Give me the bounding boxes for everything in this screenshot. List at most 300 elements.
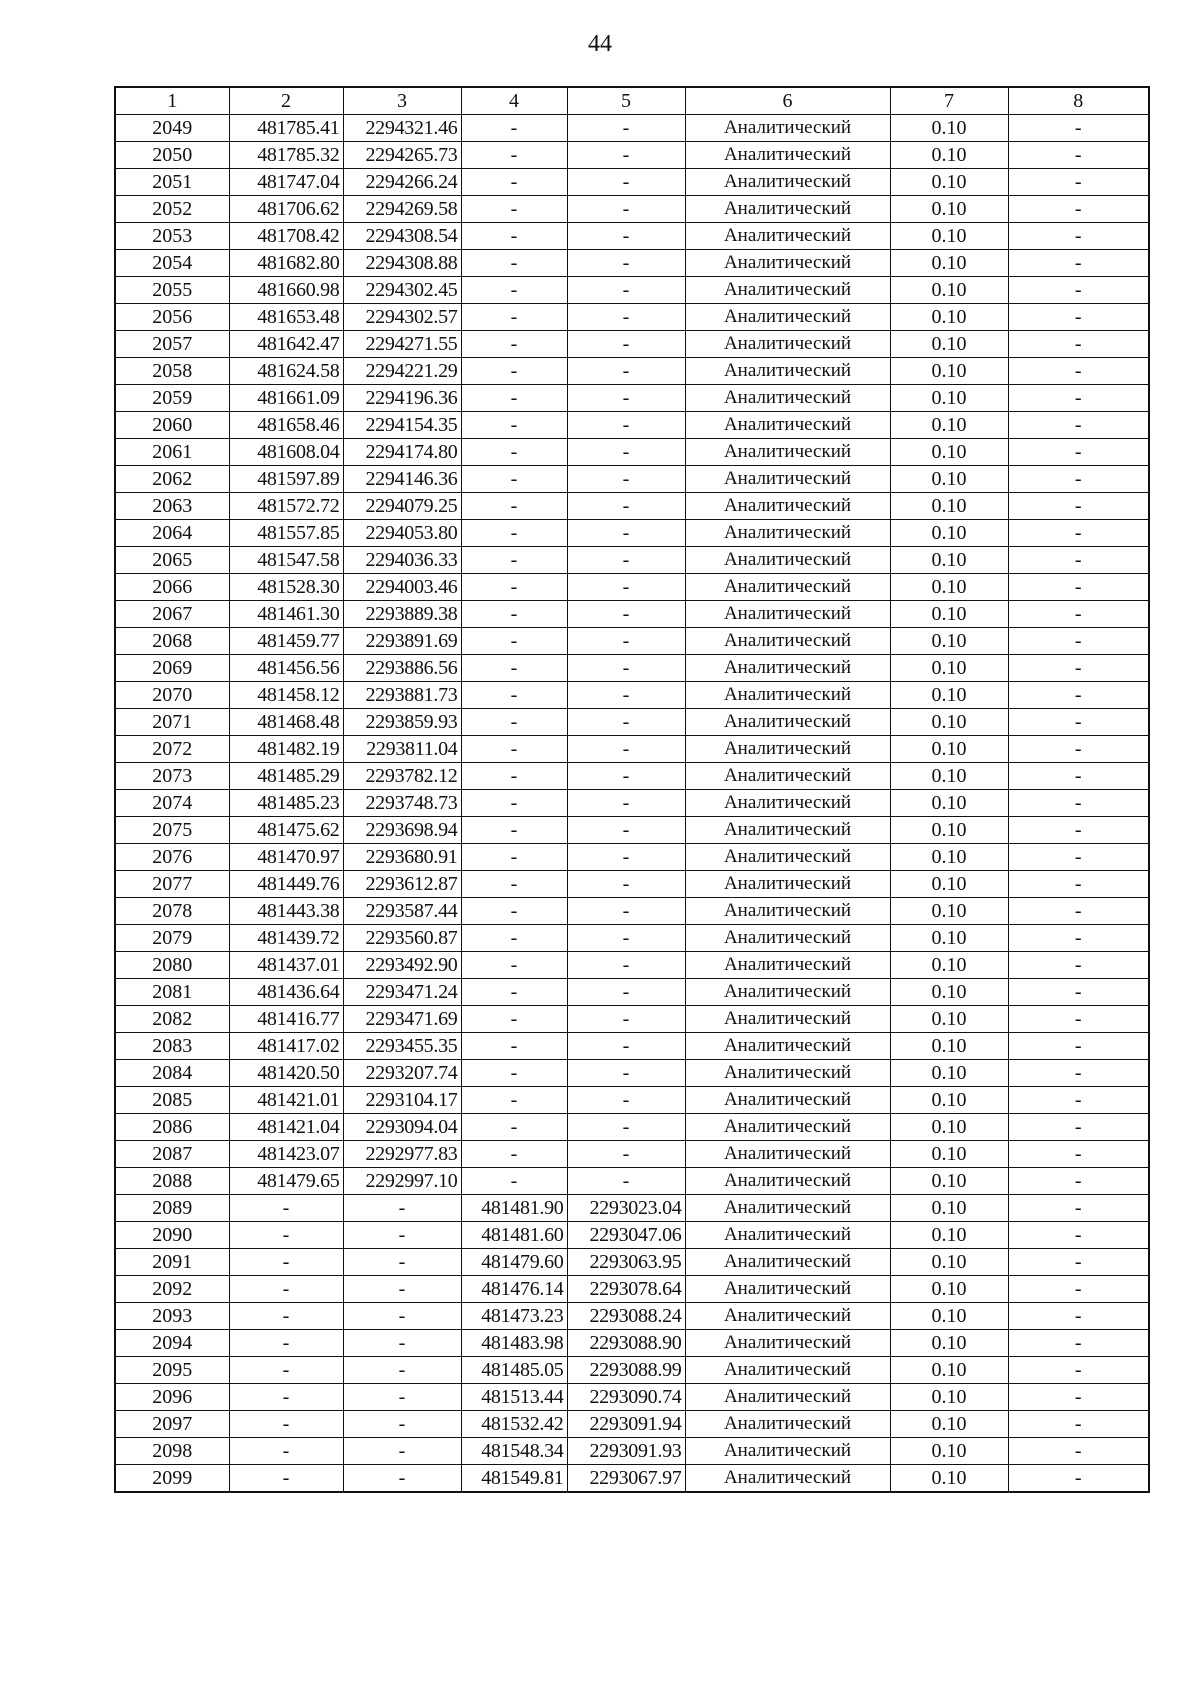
- cell-y-coordinate-alt: -: [567, 223, 685, 250]
- table-row: [115, 1168, 1149, 1195]
- cell-accuracy: 0.10: [890, 493, 1008, 520]
- cell-x-coordinate-alt: -: [461, 736, 567, 763]
- cell-x-coordinate-alt: -: [461, 493, 567, 520]
- table-row: [115, 331, 1149, 358]
- cell-accuracy: 0.10: [890, 1222, 1008, 1249]
- cell-accuracy: 0.10: [890, 520, 1008, 547]
- table-row: [115, 709, 1149, 736]
- cell-y-coordinate: -: [343, 1384, 461, 1411]
- cell-note: -: [1008, 358, 1149, 385]
- cell-point-number: 2089: [115, 1195, 229, 1222]
- cell-y-coordinate: 2294271.55: [343, 331, 461, 358]
- cell-note: -: [1008, 952, 1149, 979]
- table-row: [115, 466, 1149, 493]
- cell-y-coordinate: -: [343, 1222, 461, 1249]
- cell-determination-method: Аналитический: [685, 1114, 890, 1141]
- cell-determination-method: Аналитический: [685, 979, 890, 1006]
- cell-point-number: 2055: [115, 277, 229, 304]
- cell-x-coordinate: 481653.48: [229, 304, 343, 331]
- cell-x-coordinate-alt: -: [461, 385, 567, 412]
- cell-accuracy: 0.10: [890, 655, 1008, 682]
- cell-y-coordinate-alt: -: [567, 250, 685, 277]
- cell-note: -: [1008, 142, 1149, 169]
- cell-note: -: [1008, 925, 1149, 952]
- cell-y-coordinate-alt: -: [567, 601, 685, 628]
- cell-determination-method: Аналитический: [685, 1276, 890, 1303]
- cell-y-coordinate: 2294053.80: [343, 520, 461, 547]
- cell-accuracy: 0.10: [890, 385, 1008, 412]
- cell-x-coordinate: -: [229, 1195, 343, 1222]
- cell-accuracy: 0.10: [890, 1060, 1008, 1087]
- cell-x-coordinate: 481661.09: [229, 385, 343, 412]
- cell-determination-method: Аналитический: [685, 142, 890, 169]
- cell-accuracy: 0.10: [890, 547, 1008, 574]
- table-row: [115, 1330, 1149, 1357]
- cell-x-coordinate-alt: -: [461, 628, 567, 655]
- cell-y-coordinate-alt: 2293091.93: [567, 1438, 685, 1465]
- cell-y-coordinate-alt: -: [567, 115, 685, 142]
- cell-y-coordinate-alt: -: [567, 169, 685, 196]
- table-row: [115, 682, 1149, 709]
- cell-y-coordinate-alt: -: [567, 466, 685, 493]
- cell-y-coordinate-alt: -: [567, 898, 685, 925]
- cell-x-coordinate: 481642.47: [229, 331, 343, 358]
- cell-point-number: 2072: [115, 736, 229, 763]
- table-row: [115, 1249, 1149, 1276]
- cell-x-coordinate: 481420.50: [229, 1060, 343, 1087]
- table-row: [115, 1006, 1149, 1033]
- cell-determination-method: Аналитический: [685, 547, 890, 574]
- cell-accuracy: 0.10: [890, 1384, 1008, 1411]
- cell-x-coordinate-alt: -: [461, 898, 567, 925]
- cell-note: -: [1008, 385, 1149, 412]
- cell-x-coordinate-alt: -: [461, 331, 567, 358]
- cell-note: -: [1008, 1195, 1149, 1222]
- cell-accuracy: 0.10: [890, 439, 1008, 466]
- cell-y-coordinate: 2294174.80: [343, 439, 461, 466]
- table-row: [115, 439, 1149, 466]
- column-header-3: 3: [343, 87, 461, 115]
- cell-point-number: 2062: [115, 466, 229, 493]
- cell-point-number: 2091: [115, 1249, 229, 1276]
- cell-y-coordinate-alt: -: [567, 682, 685, 709]
- cell-x-coordinate: 481423.07: [229, 1141, 343, 1168]
- cell-y-coordinate-alt: -: [567, 1168, 685, 1195]
- cell-x-coordinate-alt: -: [461, 817, 567, 844]
- cell-y-coordinate: -: [343, 1195, 461, 1222]
- cell-x-coordinate: 481416.77: [229, 1006, 343, 1033]
- cell-accuracy: 0.10: [890, 142, 1008, 169]
- cell-accuracy: 0.10: [890, 790, 1008, 817]
- cell-point-number: 2053: [115, 223, 229, 250]
- cell-y-coordinate-alt: -: [567, 925, 685, 952]
- cell-x-coordinate-alt: -: [461, 871, 567, 898]
- cell-point-number: 2077: [115, 871, 229, 898]
- cell-x-coordinate: -: [229, 1357, 343, 1384]
- cell-x-coordinate: -: [229, 1384, 343, 1411]
- cell-note: -: [1008, 1168, 1149, 1195]
- table-row: [115, 1060, 1149, 1087]
- cell-accuracy: 0.10: [890, 1303, 1008, 1330]
- cell-point-number: 2084: [115, 1060, 229, 1087]
- cell-x-coordinate: 481706.62: [229, 196, 343, 223]
- cell-x-coordinate-alt: -: [461, 196, 567, 223]
- cell-y-coordinate-alt: 2293067.97: [567, 1465, 685, 1493]
- coordinates-table: [114, 86, 1150, 1493]
- cell-note: -: [1008, 1006, 1149, 1033]
- table-row: [115, 142, 1149, 169]
- cell-x-coordinate-alt: -: [461, 1033, 567, 1060]
- cell-y-coordinate-alt: -: [567, 979, 685, 1006]
- cell-accuracy: 0.10: [890, 817, 1008, 844]
- cell-x-coordinate: -: [229, 1249, 343, 1276]
- cell-determination-method: Аналитический: [685, 601, 890, 628]
- cell-y-coordinate: 2293889.38: [343, 601, 461, 628]
- cell-point-number: 2087: [115, 1141, 229, 1168]
- cell-x-coordinate: 481461.30: [229, 601, 343, 628]
- cell-note: -: [1008, 709, 1149, 736]
- cell-y-coordinate: -: [343, 1249, 461, 1276]
- cell-y-coordinate: 2294269.58: [343, 196, 461, 223]
- table-row: [115, 1195, 1149, 1222]
- cell-determination-method: Аналитический: [685, 466, 890, 493]
- cell-y-coordinate: 2293859.93: [343, 709, 461, 736]
- cell-point-number: 2061: [115, 439, 229, 466]
- cell-x-coordinate: -: [229, 1411, 343, 1438]
- cell-determination-method: Аналитический: [685, 304, 890, 331]
- cell-point-number: 2054: [115, 250, 229, 277]
- cell-x-coordinate-alt: -: [461, 412, 567, 439]
- cell-accuracy: 0.10: [890, 358, 1008, 385]
- cell-point-number: 2075: [115, 817, 229, 844]
- table-row: [115, 1438, 1149, 1465]
- cell-accuracy: 0.10: [890, 601, 1008, 628]
- cell-note: -: [1008, 979, 1149, 1006]
- cell-y-coordinate-alt: -: [567, 1141, 685, 1168]
- cell-y-coordinate-alt: 2293063.95: [567, 1249, 685, 1276]
- cell-y-coordinate-alt: -: [567, 277, 685, 304]
- cell-x-coordinate: 481658.46: [229, 412, 343, 439]
- cell-y-coordinate: 2293881.73: [343, 682, 461, 709]
- cell-point-number: 2082: [115, 1006, 229, 1033]
- cell-point-number: 2086: [115, 1114, 229, 1141]
- table-row: [115, 1141, 1149, 1168]
- cell-y-coordinate: 2293471.24: [343, 979, 461, 1006]
- cell-point-number: 2057: [115, 331, 229, 358]
- cell-x-coordinate-alt: -: [461, 115, 567, 142]
- cell-note: -: [1008, 1438, 1149, 1465]
- cell-y-coordinate: -: [343, 1330, 461, 1357]
- table-row: [115, 790, 1149, 817]
- cell-accuracy: 0.10: [890, 169, 1008, 196]
- cell-determination-method: Аналитический: [685, 655, 890, 682]
- cell-accuracy: 0.10: [890, 898, 1008, 925]
- table-row: [115, 844, 1149, 871]
- cell-note: -: [1008, 871, 1149, 898]
- cell-x-coordinate-alt: -: [461, 250, 567, 277]
- cell-x-coordinate-alt: 481476.14: [461, 1276, 567, 1303]
- cell-x-coordinate: 481624.58: [229, 358, 343, 385]
- table-row: [115, 763, 1149, 790]
- table-row: [115, 196, 1149, 223]
- cell-x-coordinate-alt: 481549.81: [461, 1465, 567, 1493]
- cell-x-coordinate-alt: 481481.60: [461, 1222, 567, 1249]
- cell-y-coordinate-alt: -: [567, 520, 685, 547]
- cell-y-coordinate: 2293094.04: [343, 1114, 461, 1141]
- cell-determination-method: Аналитический: [685, 628, 890, 655]
- cell-note: -: [1008, 412, 1149, 439]
- cell-y-coordinate-alt: 2293088.99: [567, 1357, 685, 1384]
- cell-determination-method: Аналитический: [685, 871, 890, 898]
- cell-x-coordinate: 481482.19: [229, 736, 343, 763]
- cell-y-coordinate-alt: 2293047.06: [567, 1222, 685, 1249]
- table-row: [115, 817, 1149, 844]
- cell-note: -: [1008, 1384, 1149, 1411]
- cell-y-coordinate-alt: -: [567, 736, 685, 763]
- cell-y-coordinate: 2292997.10: [343, 1168, 461, 1195]
- table-row: [115, 952, 1149, 979]
- cell-determination-method: Аналитический: [685, 115, 890, 142]
- cell-note: -: [1008, 1114, 1149, 1141]
- cell-x-coordinate: 481708.42: [229, 223, 343, 250]
- cell-note: -: [1008, 1330, 1149, 1357]
- cell-point-number: 2067: [115, 601, 229, 628]
- cell-x-coordinate: 481468.48: [229, 709, 343, 736]
- cell-point-number: 2088: [115, 1168, 229, 1195]
- table-row: [115, 1033, 1149, 1060]
- cell-note: -: [1008, 655, 1149, 682]
- cell-note: -: [1008, 1033, 1149, 1060]
- cell-determination-method: Аналитический: [685, 844, 890, 871]
- cell-x-coordinate: 481557.85: [229, 520, 343, 547]
- cell-point-number: 2092: [115, 1276, 229, 1303]
- cell-y-coordinate: 2293104.17: [343, 1087, 461, 1114]
- cell-note: -: [1008, 1411, 1149, 1438]
- column-header-8: 8: [1008, 87, 1149, 115]
- cell-accuracy: 0.10: [890, 1114, 1008, 1141]
- cell-accuracy: 0.10: [890, 979, 1008, 1006]
- cell-x-coordinate-alt: -: [461, 1087, 567, 1114]
- table-row: [115, 547, 1149, 574]
- cell-determination-method: Аналитический: [685, 169, 890, 196]
- table-row: [115, 520, 1149, 547]
- cell-determination-method: Аналитический: [685, 196, 890, 223]
- cell-point-number: 2097: [115, 1411, 229, 1438]
- cell-y-coordinate: -: [343, 1303, 461, 1330]
- table-row: [115, 1465, 1149, 1493]
- cell-determination-method: Аналитический: [685, 925, 890, 952]
- cell-x-coordinate-alt: -: [461, 439, 567, 466]
- cell-determination-method: Аналитический: [685, 1006, 890, 1033]
- cell-accuracy: 0.10: [890, 925, 1008, 952]
- coordinates-table-container: [114, 86, 1148, 1493]
- cell-determination-method: Аналитический: [685, 1249, 890, 1276]
- cell-point-number: 2081: [115, 979, 229, 1006]
- cell-accuracy: 0.10: [890, 709, 1008, 736]
- cell-note: -: [1008, 466, 1149, 493]
- cell-y-coordinate: 2293698.94: [343, 817, 461, 844]
- cell-x-coordinate: 481421.04: [229, 1114, 343, 1141]
- cell-determination-method: Аналитический: [685, 763, 890, 790]
- table-row: [115, 898, 1149, 925]
- cell-y-coordinate: 2293587.44: [343, 898, 461, 925]
- cell-x-coordinate-alt: -: [461, 1114, 567, 1141]
- cell-x-coordinate: -: [229, 1330, 343, 1357]
- cell-accuracy: 0.10: [890, 1168, 1008, 1195]
- cell-note: -: [1008, 169, 1149, 196]
- cell-point-number: 2052: [115, 196, 229, 223]
- cell-x-coordinate-alt: -: [461, 925, 567, 952]
- table-row: [115, 574, 1149, 601]
- cell-y-coordinate: 2294302.57: [343, 304, 461, 331]
- cell-y-coordinate-alt: -: [567, 574, 685, 601]
- cell-x-coordinate-alt: -: [461, 1006, 567, 1033]
- cell-x-coordinate: 481421.01: [229, 1087, 343, 1114]
- cell-determination-method: Аналитический: [685, 709, 890, 736]
- cell-accuracy: 0.10: [890, 682, 1008, 709]
- cell-determination-method: Аналитический: [685, 385, 890, 412]
- cell-y-coordinate-alt: -: [567, 871, 685, 898]
- cell-x-coordinate-alt: 481513.44: [461, 1384, 567, 1411]
- table-row: [115, 871, 1149, 898]
- cell-x-coordinate: 481785.41: [229, 115, 343, 142]
- cell-y-coordinate: 2293748.73: [343, 790, 461, 817]
- cell-determination-method: Аналитический: [685, 1195, 890, 1222]
- cell-determination-method: Аналитический: [685, 817, 890, 844]
- cell-determination-method: Аналитический: [685, 331, 890, 358]
- column-header-7: 7: [890, 87, 1008, 115]
- cell-point-number: 2090: [115, 1222, 229, 1249]
- cell-accuracy: 0.10: [890, 466, 1008, 493]
- cell-note: -: [1008, 250, 1149, 277]
- cell-note: -: [1008, 1357, 1149, 1384]
- cell-accuracy: 0.10: [890, 844, 1008, 871]
- cell-point-number: 2050: [115, 142, 229, 169]
- cell-x-coordinate: 481439.72: [229, 925, 343, 952]
- cell-y-coordinate-alt: -: [567, 655, 685, 682]
- cell-x-coordinate-alt: -: [461, 304, 567, 331]
- cell-x-coordinate: 481660.98: [229, 277, 343, 304]
- table-row: [115, 979, 1149, 1006]
- cell-accuracy: 0.10: [890, 412, 1008, 439]
- cell-x-coordinate-alt: -: [461, 655, 567, 682]
- cell-x-coordinate-alt: 481481.90: [461, 1195, 567, 1222]
- cell-x-coordinate-alt: 481485.05: [461, 1357, 567, 1384]
- cell-note: -: [1008, 1303, 1149, 1330]
- cell-y-coordinate-alt: 2293091.94: [567, 1411, 685, 1438]
- cell-y-coordinate-alt: -: [567, 817, 685, 844]
- table-row: [115, 250, 1149, 277]
- cell-y-coordinate: 2293612.87: [343, 871, 461, 898]
- cell-point-number: 2049: [115, 115, 229, 142]
- cell-x-coordinate-alt: -: [461, 574, 567, 601]
- cell-y-coordinate-alt: -: [567, 628, 685, 655]
- cell-x-coordinate: 481547.58: [229, 547, 343, 574]
- cell-y-coordinate-alt: -: [567, 1087, 685, 1114]
- table-body: [115, 115, 1149, 1493]
- cell-point-number: 2065: [115, 547, 229, 574]
- cell-y-coordinate-alt: -: [567, 358, 685, 385]
- cell-accuracy: 0.10: [890, 1141, 1008, 1168]
- cell-accuracy: 0.10: [890, 952, 1008, 979]
- cell-note: -: [1008, 1249, 1149, 1276]
- cell-x-coordinate: 481436.64: [229, 979, 343, 1006]
- cell-x-coordinate-alt: -: [461, 709, 567, 736]
- cell-note: -: [1008, 817, 1149, 844]
- cell-y-coordinate: 2294221.29: [343, 358, 461, 385]
- cell-y-coordinate-alt: 2293078.64: [567, 1276, 685, 1303]
- cell-x-coordinate-alt: -: [461, 979, 567, 1006]
- cell-x-coordinate: 481456.56: [229, 655, 343, 682]
- cell-y-coordinate: 2294302.45: [343, 277, 461, 304]
- cell-y-coordinate-alt: -: [567, 1060, 685, 1087]
- cell-determination-method: Аналитический: [685, 412, 890, 439]
- cell-determination-method: Аналитический: [685, 1384, 890, 1411]
- cell-y-coordinate: 2294079.25: [343, 493, 461, 520]
- cell-x-coordinate: -: [229, 1222, 343, 1249]
- cell-determination-method: Аналитический: [685, 1357, 890, 1384]
- table-row: [115, 736, 1149, 763]
- cell-x-coordinate: 481458.12: [229, 682, 343, 709]
- cell-note: -: [1008, 601, 1149, 628]
- cell-point-number: 2058: [115, 358, 229, 385]
- cell-y-coordinate-alt: -: [567, 142, 685, 169]
- cell-determination-method: Аналитический: [685, 1438, 890, 1465]
- table-row: [115, 358, 1149, 385]
- cell-x-coordinate-alt: -: [461, 844, 567, 871]
- cell-determination-method: Аналитический: [685, 358, 890, 385]
- table-row: [115, 169, 1149, 196]
- cell-x-coordinate-alt: -: [461, 952, 567, 979]
- cell-y-coordinate-alt: 2293088.90: [567, 1330, 685, 1357]
- table-row: [115, 601, 1149, 628]
- cell-x-coordinate-alt: -: [461, 601, 567, 628]
- cell-note: -: [1008, 1465, 1149, 1493]
- cell-determination-method: Аналитический: [685, 682, 890, 709]
- cell-accuracy: 0.10: [890, 1249, 1008, 1276]
- cell-point-number: 2071: [115, 709, 229, 736]
- cell-note: -: [1008, 439, 1149, 466]
- table-row: [115, 1303, 1149, 1330]
- cell-x-coordinate: -: [229, 1438, 343, 1465]
- cell-accuracy: 0.10: [890, 1465, 1008, 1493]
- cell-y-coordinate-alt: 2293023.04: [567, 1195, 685, 1222]
- table-row: [115, 412, 1149, 439]
- cell-determination-method: Аналитический: [685, 1087, 890, 1114]
- cell-point-number: 2060: [115, 412, 229, 439]
- cell-x-coordinate: -: [229, 1465, 343, 1493]
- cell-x-coordinate: 481417.02: [229, 1033, 343, 1060]
- cell-x-coordinate-alt: -: [461, 169, 567, 196]
- cell-x-coordinate-alt: -: [461, 790, 567, 817]
- cell-y-coordinate: 2294003.46: [343, 574, 461, 601]
- cell-x-coordinate: 481443.38: [229, 898, 343, 925]
- cell-accuracy: 0.10: [890, 763, 1008, 790]
- cell-y-coordinate-alt: -: [567, 439, 685, 466]
- cell-x-coordinate: 481437.01: [229, 952, 343, 979]
- cell-determination-method: Аналитический: [685, 574, 890, 601]
- table-row: [115, 1222, 1149, 1249]
- cell-determination-method: Аналитический: [685, 1168, 890, 1195]
- table-row: [115, 1087, 1149, 1114]
- table-row: [115, 223, 1149, 250]
- cell-point-number: 2083: [115, 1033, 229, 1060]
- cell-x-coordinate-alt: -: [461, 466, 567, 493]
- cell-x-coordinate-alt: -: [461, 358, 567, 385]
- cell-y-coordinate: 2294036.33: [343, 547, 461, 574]
- cell-point-number: 2099: [115, 1465, 229, 1493]
- cell-y-coordinate: 2293782.12: [343, 763, 461, 790]
